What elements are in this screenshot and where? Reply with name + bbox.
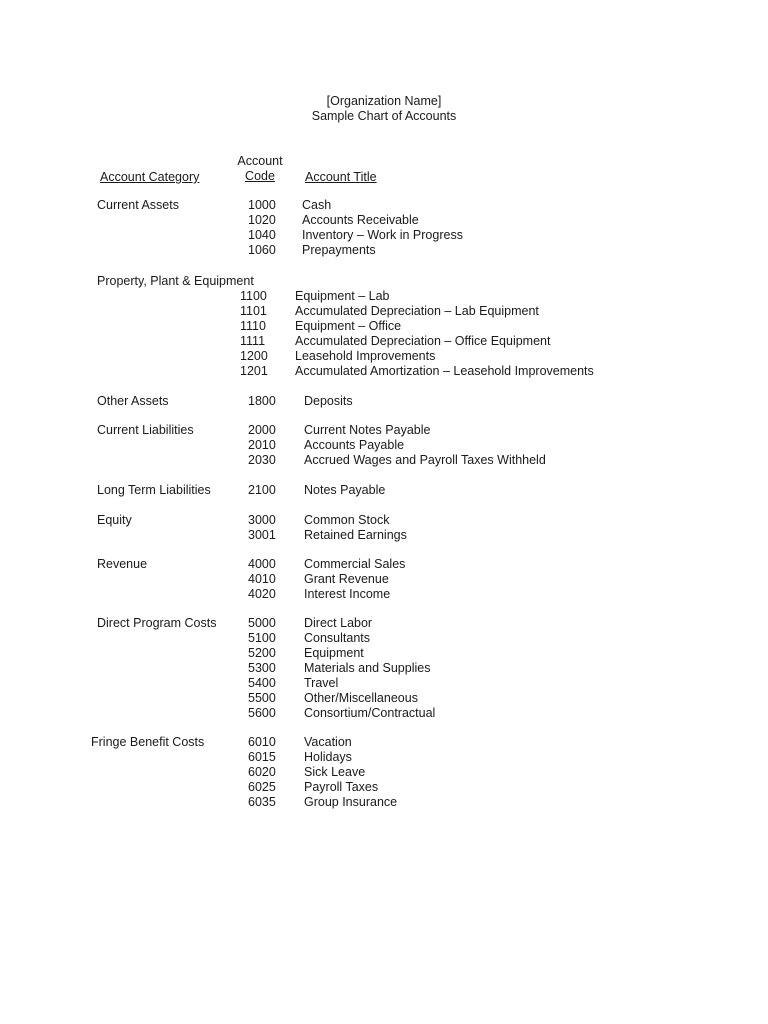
column-header-code-line1: Account xyxy=(237,154,283,168)
account-title: Leasehold Improvements xyxy=(295,349,436,363)
account-title: Accumulated Depreciation – Office Equipment xyxy=(295,334,551,348)
account-category: Revenue xyxy=(97,557,148,571)
account-code: 2010 xyxy=(248,438,276,452)
account-title: Travel xyxy=(304,676,339,690)
account-title: Accumulated Amortization – Leasehold Improvements xyxy=(295,364,594,378)
account-title: Consortium/Contractual xyxy=(304,706,436,720)
column-header-category-label: Account Category xyxy=(100,170,200,184)
account-code: 1040 xyxy=(248,228,276,242)
account-code: 1000 xyxy=(248,198,276,212)
account-code: 1110 xyxy=(240,319,266,333)
account-code: 6010 xyxy=(248,735,276,749)
account-title: Group Insurance xyxy=(304,795,398,809)
account-title: Equipment – Office xyxy=(295,319,402,333)
account-category: Direct Program Costs xyxy=(97,616,217,630)
account-code: 5000 xyxy=(248,616,276,630)
account-code: 5400 xyxy=(248,676,276,690)
account-title: Other/Miscellaneous xyxy=(304,691,418,705)
account-category: Equity xyxy=(97,513,132,527)
account-title: Holidays xyxy=(304,750,352,764)
account-category: Current Liabilities xyxy=(97,423,194,437)
account-category: Fringe Benefit Costs xyxy=(91,735,205,749)
account-title: Common Stock xyxy=(304,513,390,527)
account-category: Property, Plant & Equipment xyxy=(97,274,254,288)
account-code: 1111 xyxy=(240,334,266,348)
account-title: Commercial Sales xyxy=(304,557,406,571)
column-header-category xyxy=(100,170,199,184)
document-title: Sample Chart of Accounts xyxy=(311,109,457,123)
account-title: Vacation xyxy=(304,735,352,749)
account-category: Long Term Liabilities xyxy=(97,483,211,497)
account-code: 5600 xyxy=(248,706,276,720)
account-title: Retained Earnings xyxy=(304,528,407,542)
account-code: 4010 xyxy=(248,572,276,586)
account-code: 5200 xyxy=(248,646,276,660)
column-header-code xyxy=(230,154,290,184)
account-code: 6025 xyxy=(248,780,276,794)
account-title: Current Notes Payable xyxy=(304,423,431,437)
account-code: 1800 xyxy=(248,394,276,408)
account-title: Accumulated Depreciation – Lab Equipment xyxy=(295,304,539,318)
account-code: 4000 xyxy=(248,557,276,571)
account-code: 1201 xyxy=(240,364,268,378)
account-title: Equipment – Lab xyxy=(295,289,390,303)
account-code: 4020 xyxy=(248,587,276,601)
account-code: 2030 xyxy=(248,453,276,467)
account-category: Other Assets xyxy=(97,394,169,408)
account-code: 2000 xyxy=(248,423,276,437)
account-title: Equipment xyxy=(304,646,364,660)
account-title: Cash xyxy=(302,198,332,212)
account-title: Accounts Payable xyxy=(304,438,405,452)
account-title: Payroll Taxes xyxy=(304,780,379,794)
account-code: 1101 xyxy=(240,304,267,318)
account-code: 6015 xyxy=(248,750,276,764)
account-title: Interest Income xyxy=(304,587,391,601)
account-code: 1100 xyxy=(240,289,267,303)
account-code: 5100 xyxy=(248,631,276,645)
column-header-code-line2: Code xyxy=(245,169,275,183)
account-code: 2100 xyxy=(248,483,276,497)
account-code: 1020 xyxy=(248,213,276,227)
column-header-title xyxy=(305,170,377,184)
account-title: Notes Payable xyxy=(304,483,386,497)
account-title: Deposits xyxy=(304,394,353,408)
account-code: 5300 xyxy=(248,661,276,675)
account-title: Inventory – Work in Progress xyxy=(302,228,463,242)
organization-name: [Organization Name] xyxy=(326,94,442,108)
column-header-title-label: Account Title xyxy=(305,170,377,184)
account-code: 1200 xyxy=(240,349,268,363)
account-code: 3000 xyxy=(248,513,276,527)
account-code: 3001 xyxy=(248,528,276,542)
account-title: Materials and Supplies xyxy=(304,661,431,675)
account-title: Sick Leave xyxy=(304,765,366,779)
account-code: 1060 xyxy=(248,243,276,257)
account-title: Consultants xyxy=(304,631,371,645)
account-code: 6020 xyxy=(248,765,276,779)
account-category: Current Assets xyxy=(97,198,179,212)
account-title: Grant Revenue xyxy=(304,572,389,586)
account-code: 5500 xyxy=(248,691,276,705)
account-title: Direct Labor xyxy=(304,616,373,630)
account-title: Prepayments xyxy=(302,243,376,257)
account-title: Accounts Receivable xyxy=(302,213,419,227)
account-code: 6035 xyxy=(248,795,276,809)
account-title: Accrued Wages and Payroll Taxes Withheld xyxy=(304,453,546,467)
